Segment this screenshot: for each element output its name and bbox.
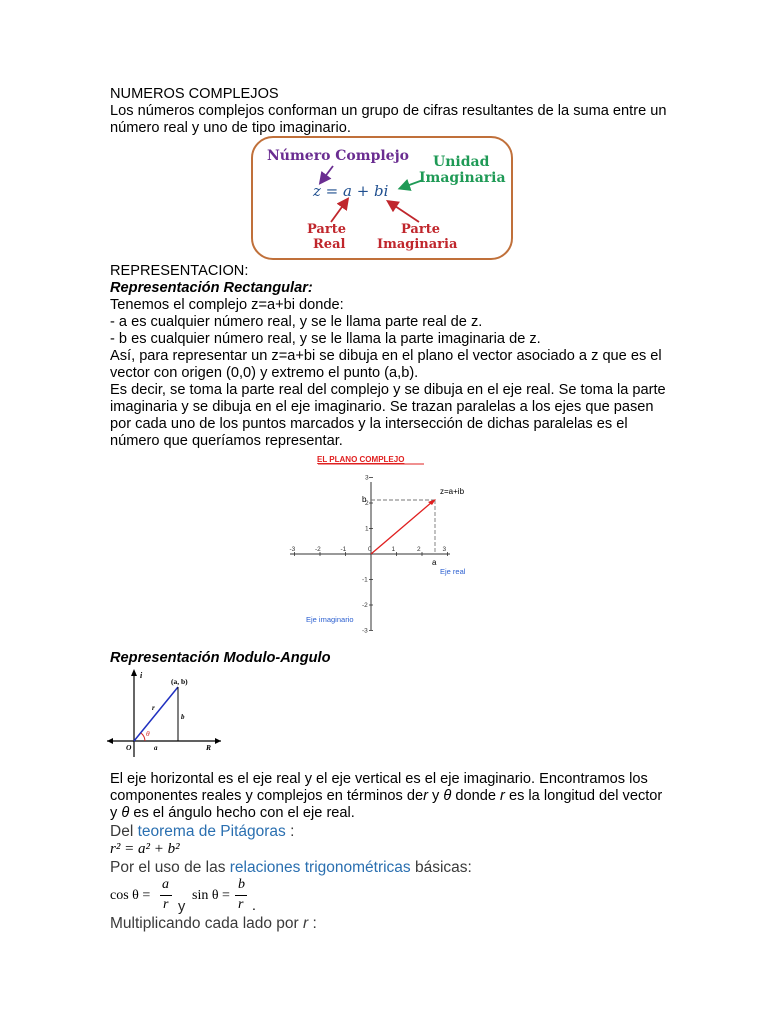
- sin-label: sin θ =: [192, 888, 230, 903]
- page-heading: NUMEROS COMPLEJOS: [110, 86, 279, 102]
- y-tick-label: -3: [362, 627, 368, 635]
- sin-denominator: r: [238, 897, 244, 912]
- multiplicando-line: [110, 915, 317, 933]
- rep-line-5: Es decir, se toma la parte real del complejo y se dibuja en el eje real. Se toma la parte: [110, 382, 666, 398]
- r-label: r: [152, 704, 155, 712]
- p2-r-symbol: r: [423, 788, 428, 804]
- sin-numerator: b: [238, 877, 245, 892]
- cos-denominator: r: [163, 897, 169, 912]
- multiplicando-r: r: [303, 915, 309, 932]
- point-label-z: z=a+ib: [440, 487, 465, 496]
- ab-label: (a, b): [171, 677, 188, 686]
- representacion-rectangular-subtitle: Representación Rectangular:: [110, 280, 313, 296]
- rep-line-0: Tenemos el complejo z=a+bi donde:: [110, 297, 344, 313]
- imag-axis-arrow-up: [131, 669, 137, 676]
- y-tick-label: -1: [362, 576, 368, 584]
- parte-real-label-2: Real: [313, 237, 346, 252]
- y-tick-label: 2: [365, 500, 369, 507]
- x-tick-label: -2: [315, 546, 321, 553]
- imaginaria-label: Imaginaria: [419, 170, 506, 186]
- origin-label: O: [126, 743, 132, 752]
- x-tick-label: -1: [340, 546, 347, 553]
- p2-theta-symbol-2: θ: [121, 805, 130, 821]
- y-connector: y: [178, 899, 186, 915]
- p2-line-3: [110, 805, 355, 822]
- plano-title: EL PLANO COMPLEJO: [317, 455, 405, 464]
- unidad-label: Unidad: [433, 154, 490, 170]
- modulo-angulo-title: Representación Modulo-Angulo: [110, 650, 331, 666]
- parte-real-label-1: Parte: [307, 222, 346, 237]
- p2-r-symbol-2: r: [500, 788, 505, 804]
- trig-formulas: [110, 877, 290, 915]
- rep-line-8: número que queríamos representar.: [110, 433, 343, 449]
- multiplicando-colon: :: [308, 915, 317, 932]
- b-label: b: [362, 495, 367, 504]
- eje-real-label: Eje real: [440, 567, 466, 576]
- cos-numerator: a: [162, 877, 169, 892]
- pitagoras-line: [110, 823, 294, 841]
- p2-line-1: El eje horizontal es el eje real y el eje vertical es el eje imaginario. Encontramos los: [110, 771, 648, 787]
- theta-arc: [141, 733, 145, 741]
- b-fig-label: b: [181, 713, 185, 721]
- trig-line: [110, 859, 472, 877]
- intro-line-2: número real y uno de tipo imaginario.: [110, 120, 351, 136]
- rep-line-1: - a es cualquier número real, y se le llama parte real de z.: [110, 314, 483, 330]
- y-tick-label: 1: [365, 525, 369, 533]
- rep-line-6: imaginaria y se dibuja en el eje imaginario. Se trazan paralelas a los ejes que pasen: [110, 399, 654, 415]
- rep-line-3: Así, para representar un z=a+bi se dibuja en el plano el vector asociado a z que es el: [110, 348, 662, 364]
- pitagoras-formula: r² = a² + b²: [110, 841, 180, 857]
- complex-equation: z = a + bi: [313, 182, 389, 200]
- intro-line-1: Los números complejos conforman un grupo de cifras resultantes de la suma entre un: [110, 103, 667, 119]
- pitagoras-link[interactable]: teorema de Pitágoras: [137, 823, 286, 840]
- p2-line-2: [110, 788, 662, 805]
- p2-line-2-c: donde: [451, 788, 501, 804]
- cos-fraction-bar: [160, 895, 172, 896]
- a-fig-label: a: [154, 744, 158, 752]
- arrow-parte-imaginaria: [389, 202, 419, 222]
- x-tick-label: 0: [368, 546, 372, 553]
- x-tick-label: 1: [391, 546, 396, 553]
- p2-line-2-b: y: [428, 788, 444, 804]
- parte-imaginaria-label-1: Parte: [401, 222, 440, 237]
- trig-dot: .: [252, 897, 256, 913]
- i-label: i: [140, 671, 143, 680]
- representacion-title: REPRESENTACION:: [110, 263, 249, 279]
- p2-line-3-b: es el ángulo hecho con el eje real.: [129, 805, 355, 821]
- trig-post: básicas:: [410, 859, 472, 876]
- R-label: R: [206, 743, 212, 752]
- p2-line-3-a: y: [110, 805, 122, 821]
- sin-fraction-bar: [235, 895, 247, 896]
- pitagoras-pre: Del: [110, 823, 138, 840]
- a-label: a: [432, 558, 437, 567]
- arrow-unidad-imaginaria: [401, 180, 423, 188]
- arrow-parte-real: [331, 200, 347, 222]
- trig-link[interactable]: relaciones trigonométricas: [229, 859, 411, 876]
- plano-complejo-figure: [280, 448, 480, 638]
- rep-line-7: por cada uno de los puntos marcados y la intersección de dichas paralelas es el: [110, 416, 628, 432]
- multiplicando-text: Multiplicando cada lado por: [110, 915, 304, 932]
- modulo-vector: [134, 687, 178, 741]
- x-tick-label: -3: [289, 546, 296, 553]
- p2-line-2-d: es la longitud del vector: [504, 788, 663, 804]
- arrow-numero-complejo: [321, 166, 333, 182]
- modulo-angulo-figure: [105, 665, 225, 760]
- complex-number-figure: [251, 136, 513, 260]
- theta-label: θ: [146, 729, 150, 738]
- p2-theta-symbol: θ: [443, 788, 452, 804]
- p2-line-2-a: componentes reales y complejos en términos de: [110, 788, 424, 804]
- x-tick-label: 3: [442, 546, 447, 553]
- rep-line-2: - b es cualquier número real, y se le llama la parte imaginaria de z.: [110, 331, 541, 347]
- y-tick-label: 3: [365, 474, 369, 482]
- x-tick-label: 2: [417, 546, 421, 553]
- complex-figure-arrows: [253, 138, 511, 258]
- parte-imaginaria-label-2: Imaginaria: [377, 237, 458, 252]
- vector-z: [371, 502, 432, 554]
- eje-imaginario-label: Eje imaginario: [306, 615, 354, 624]
- trig-pre: Por el uso de las: [110, 859, 230, 876]
- pitagoras-post: :: [285, 823, 295, 840]
- y-tick-label: -2: [362, 602, 368, 609]
- real-axis-arrow-right: [215, 738, 221, 744]
- real-axis-arrow-left: [107, 738, 113, 744]
- cos-label: cos θ =: [110, 888, 151, 903]
- numero-complejo-label: Número Complejo: [267, 148, 409, 164]
- rep-line-4: vector con origen (0,0) y extremo el punto (a,b).: [110, 365, 419, 381]
